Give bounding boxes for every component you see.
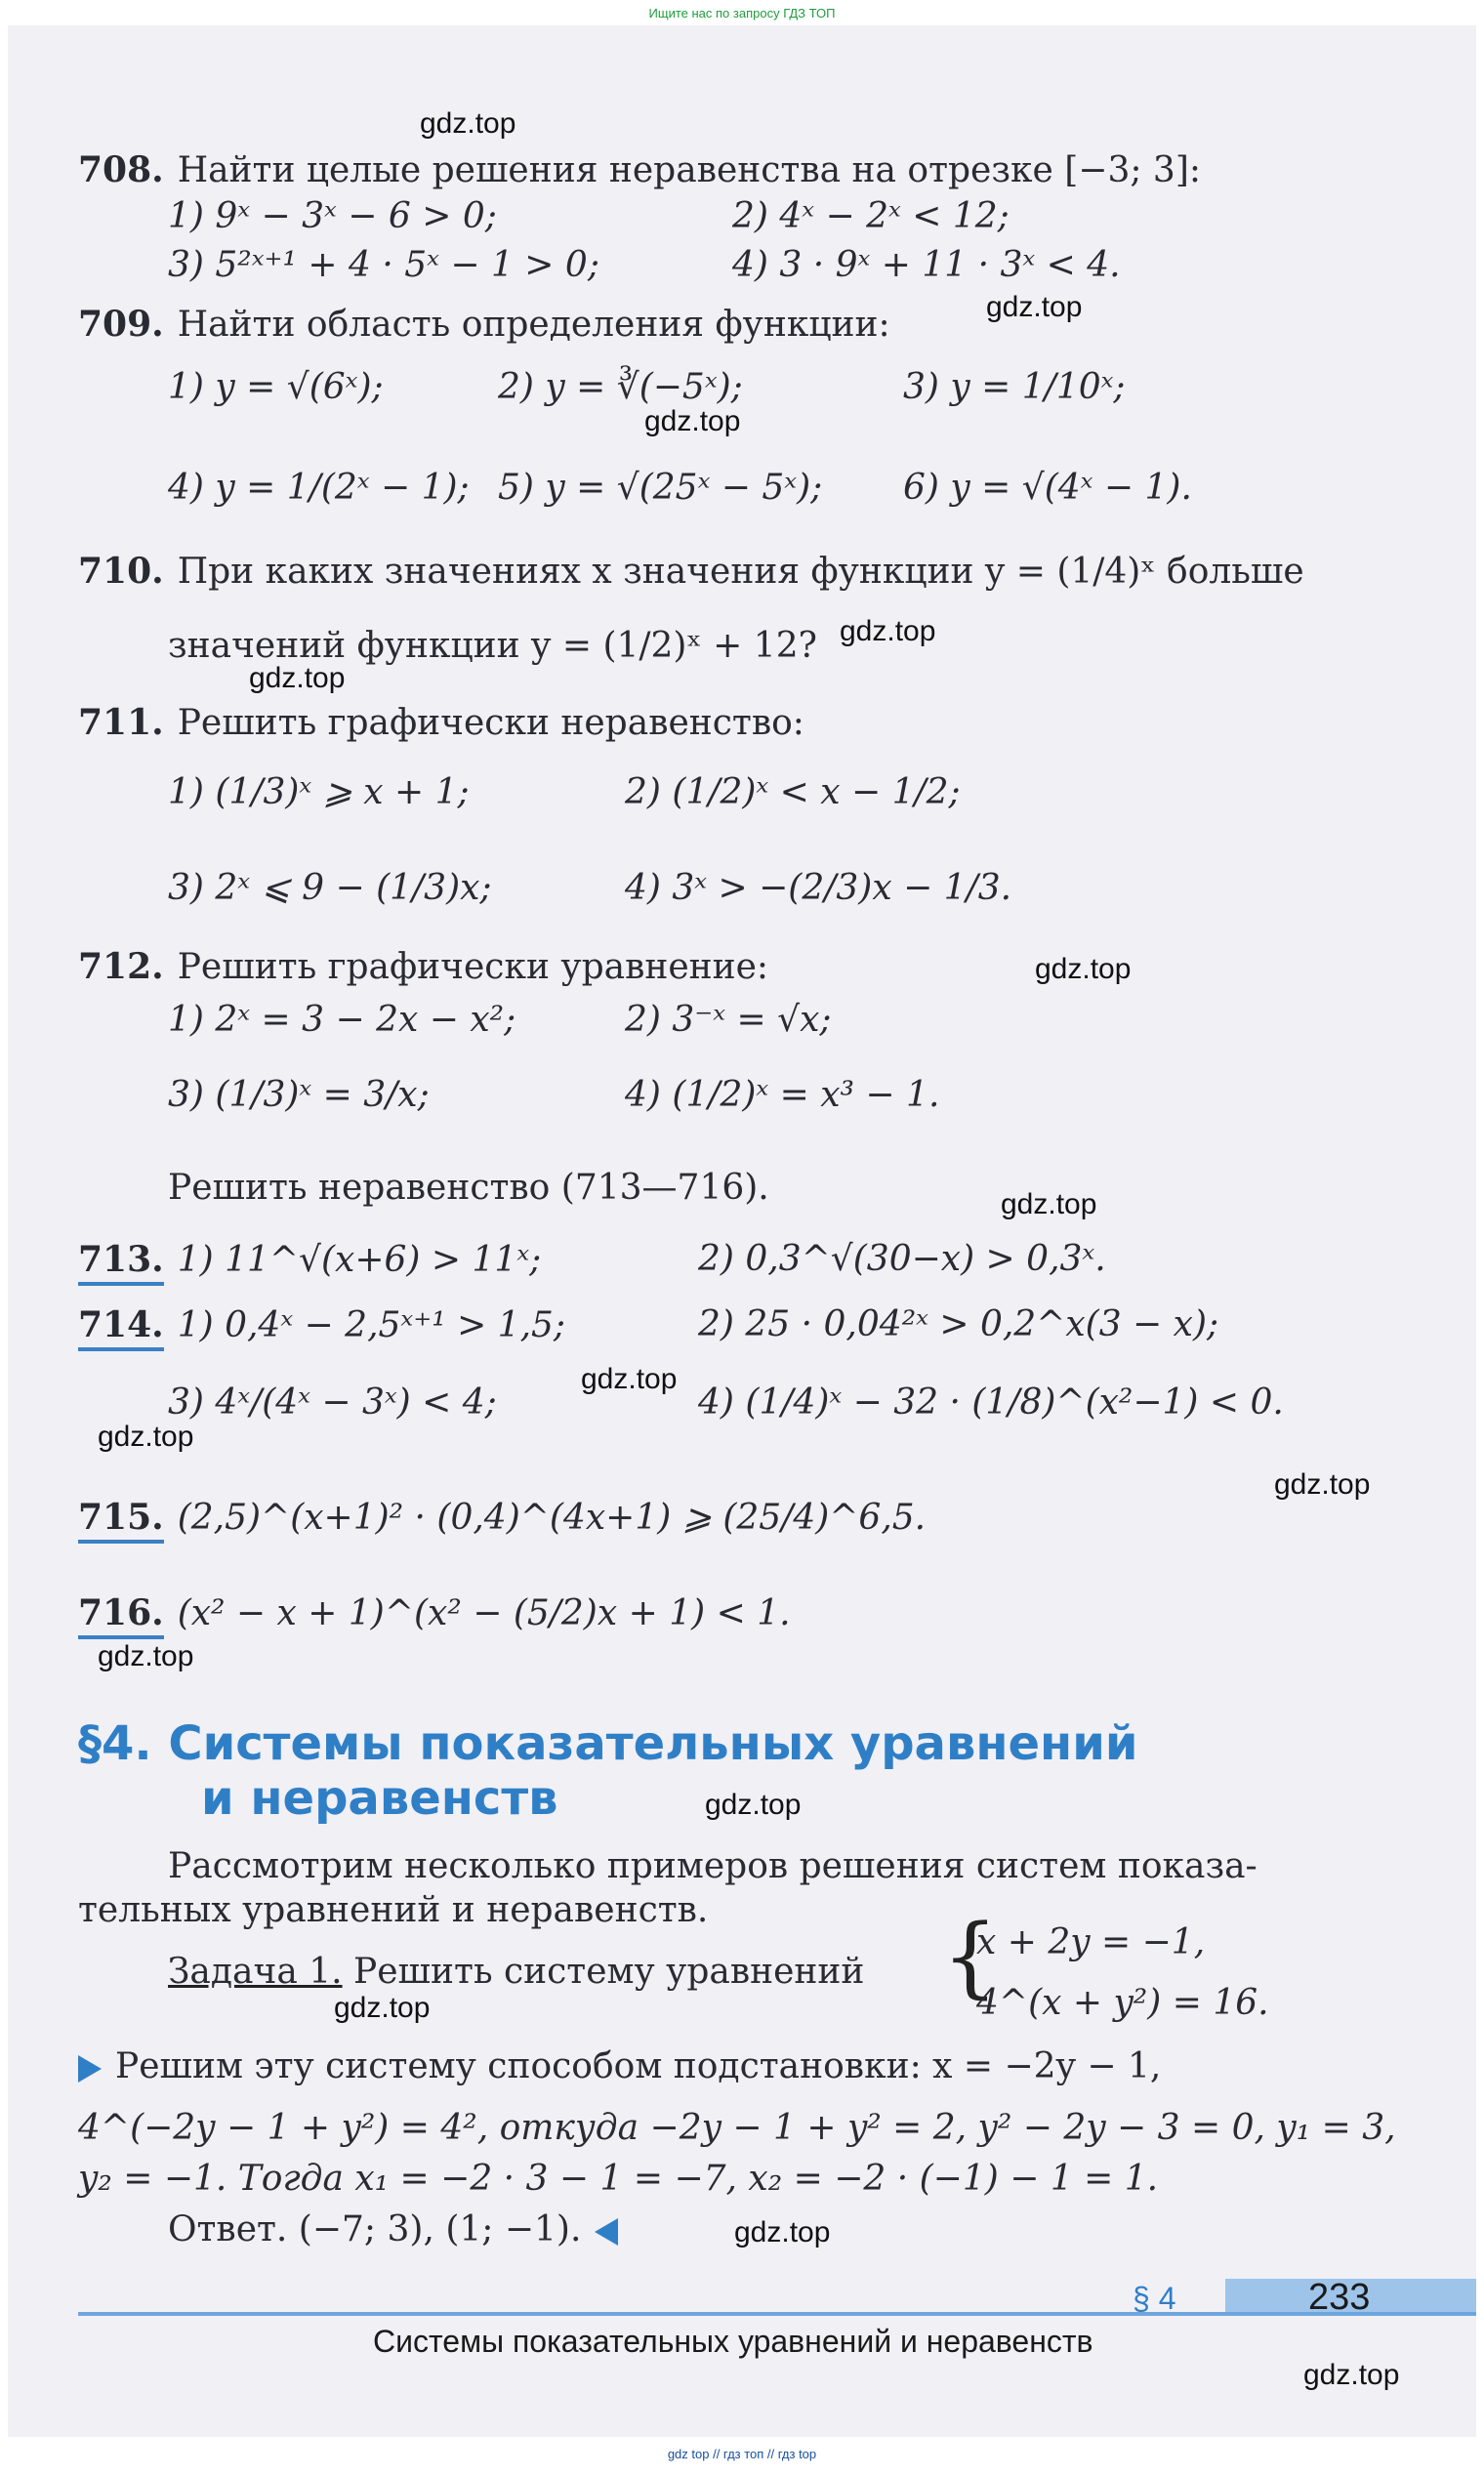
exercise-712-heading bbox=[78, 945, 768, 989]
exercise-711-heading bbox=[78, 701, 804, 745]
solution-line: y₂ = −1. Тогда x₁ = −2 · 3 − 1 = −7, x₂ = −2 · (−1) − 1 = 1. bbox=[78, 2159, 1159, 2199]
intro-text: тельных уравнений и неравенств. bbox=[78, 1890, 709, 1930]
exercise-item: 4) (1/4)ˣ − 32 · (1/8)^(x²−1) < 0. bbox=[698, 1382, 1284, 1423]
solution-start-icon bbox=[78, 2055, 102, 2083]
exercise-item: 2) 4ˣ − 2ˣ < 12; bbox=[732, 196, 1010, 236]
watermark: gdz.top bbox=[249, 662, 346, 694]
exercise-text: (x² − x + 1)^(x² − (5/2)x + 1) < 1. bbox=[177, 1593, 791, 1633]
exercise-710-heading bbox=[78, 550, 1304, 594]
solution-text: Решим эту систему способом подстановки: x = −2y − 1, bbox=[115, 2046, 1162, 2086]
exercise-number: 710. bbox=[78, 551, 164, 592]
exercise-number: 713. bbox=[78, 1239, 164, 1286]
watermark: gdz.top bbox=[98, 1640, 194, 1672]
exercise-item: 2) 3⁻ˣ = √x; bbox=[625, 1000, 832, 1040]
exercise-number: 709. bbox=[78, 304, 164, 345]
footer-text: Системы показательных уравнений и неравенств bbox=[373, 2324, 1093, 2359]
exercise-number: 711. bbox=[78, 702, 164, 743]
exercise-text: (2,5)^(x+1)² · (0,4)^(4x+1) ⩾ (25/4)^6,5. bbox=[177, 1498, 927, 1538]
exercise-text: При каких значениях x значения функции y = (1/4)ˣ больше bbox=[177, 552, 1304, 592]
task-1 bbox=[168, 1951, 864, 1994]
exercise-item: 2) 0,3^√(30−x) > 0,3ˣ. bbox=[698, 1239, 1106, 1279]
solution-line bbox=[78, 2045, 1161, 2088]
exercise-item: 4) (1/2)ˣ = x³ − 1. bbox=[625, 1075, 940, 1115]
watermark: gdz.top bbox=[1274, 1468, 1371, 1501]
exercise-item: 5) y = √(25ˣ − 5ˣ); bbox=[498, 468, 823, 508]
exercise-item: 6) y = √(4ˣ − 1). bbox=[903, 468, 1192, 508]
exercise-item: 4) 3ˣ > −(2/3)x − 1/3. bbox=[625, 868, 1012, 908]
exercise-item: 3) 2ˣ ⩽ 9 − (1/3)x; bbox=[168, 868, 492, 908]
exercise-713 bbox=[78, 1238, 541, 1282]
exercise-708-heading bbox=[78, 148, 1201, 192]
exercise-text: значений функции y = (1/2)ˣ + 12? bbox=[168, 626, 817, 666]
system-brace: { bbox=[942, 1906, 999, 2008]
exercise-item: 2) (1/2)ˣ < x − 1/2; bbox=[625, 772, 961, 812]
watermark: gdz.top bbox=[1303, 2359, 1400, 2391]
solution-line: 4^(−2y − 1 + y²) = 4², откуда −2y − 1 + y² = 2, y² − 2y − 3 = 0, y₁ = 3, bbox=[78, 2108, 1396, 2148]
system-equation: 4^(x + y²) = 16. bbox=[976, 1983, 1269, 2023]
exercise-714 bbox=[78, 1303, 565, 1347]
exercise-item: 1) 2ˣ = 3 − 2x − x²; bbox=[168, 1000, 516, 1040]
footer-rule bbox=[78, 2312, 1476, 2316]
exercise-item: 1) 9ˣ − 3ˣ − 6 > 0; bbox=[168, 196, 497, 236]
exercise-text: Найти целые решения неравенства на отрезке [−3; 3]: bbox=[177, 150, 1201, 190]
footer-section: § 4 bbox=[1133, 2281, 1176, 2316]
exercise-item: 2) 25 · 0,04²ˣ > 0,2^x(3 − x); bbox=[698, 1304, 1219, 1344]
exercise-716 bbox=[78, 1591, 791, 1635]
watermark: gdz.top bbox=[420, 107, 516, 140]
watermark: gdz.top bbox=[1001, 1188, 1097, 1220]
exercise-item: 3) 5²ˣ⁺¹ + 4 · 5ˣ − 1 > 0; bbox=[168, 245, 599, 285]
exercise-item: 3) (1/3)ˣ = 3/x; bbox=[168, 1075, 430, 1115]
system-equation: x + 2y = −1, bbox=[976, 1922, 1206, 1962]
exercise-item: 1) 11^√(x+6) > 11ˣ; bbox=[177, 1240, 542, 1280]
exercise-item: 4) 3 · 9ˣ + 11 · 3ˣ < 4. bbox=[732, 245, 1121, 285]
bottom-notice: gdz top // гдз топ // гдз top bbox=[667, 2447, 817, 2461]
exercise-number: 712. bbox=[78, 946, 164, 987]
watermark: gdz.top bbox=[581, 1363, 678, 1395]
task-title: Задача 1. bbox=[168, 1952, 343, 1992]
watermark: gdz.top bbox=[986, 291, 1083, 323]
exercise-text: Решить графически неравенство: bbox=[177, 703, 804, 743]
exercise-715 bbox=[78, 1496, 926, 1540]
exercise-item: 3) y = 1/10ˣ; bbox=[903, 367, 1126, 407]
top-notice: Ищите нас по запросу ГДЗ ТОП bbox=[648, 6, 836, 21]
exercise-number: 708. bbox=[78, 149, 164, 190]
task-text: Решить систему уравнений bbox=[353, 1952, 865, 1992]
intro-text: Рассмотрим несколько примеров решения систем показа- bbox=[168, 1846, 1257, 1886]
page-number: 233 bbox=[1308, 2277, 1371, 2318]
watermark: gdz.top bbox=[840, 615, 936, 647]
exercise-number: 715. bbox=[78, 1497, 164, 1544]
watermark: gdz.top bbox=[734, 2216, 831, 2248]
watermark: gdz.top bbox=[644, 405, 741, 437]
section-title bbox=[78, 1716, 1137, 1826]
section-title-line: и неравенств bbox=[201, 1771, 558, 1826]
instruction-text: Решить неравенство (713—716). bbox=[168, 1168, 769, 1208]
exercise-item: 1) y = √(6ˣ); bbox=[168, 367, 384, 407]
exercise-item: 1) 0,4ˣ − 2,5ˣ⁺¹ > 1,5; bbox=[177, 1305, 566, 1345]
answer-text: Ответ. (−7; 3), (1; −1). bbox=[168, 2209, 582, 2249]
watermark: gdz.top bbox=[98, 1421, 194, 1453]
exercise-number: 716. bbox=[78, 1592, 164, 1639]
watermark: gdz.top bbox=[334, 1992, 431, 2024]
exercise-item: 1) (1/3)ˣ ⩾ x + 1; bbox=[168, 772, 470, 812]
section-title-line: §4. Системы показательных уравнений bbox=[78, 1716, 1138, 1771]
exercise-number: 714. bbox=[78, 1304, 164, 1351]
solution-answer bbox=[168, 2208, 618, 2251]
exercise-item: 2) y = ∛(−5ˣ); bbox=[498, 367, 743, 407]
solution-end-icon bbox=[595, 2218, 618, 2246]
exercise-item: 4) y = 1/(2ˣ − 1); bbox=[168, 468, 470, 508]
exercise-text: Найти область определения функции: bbox=[177, 305, 890, 345]
watermark: gdz.top bbox=[1035, 953, 1132, 985]
exercise-item: 3) 4ˣ/(4ˣ − 3ˣ) < 4; bbox=[168, 1382, 497, 1423]
exercise-709-heading bbox=[78, 303, 890, 347]
exercise-text: Решить графически уравнение: bbox=[177, 947, 769, 987]
watermark: gdz.top bbox=[705, 1789, 802, 1821]
